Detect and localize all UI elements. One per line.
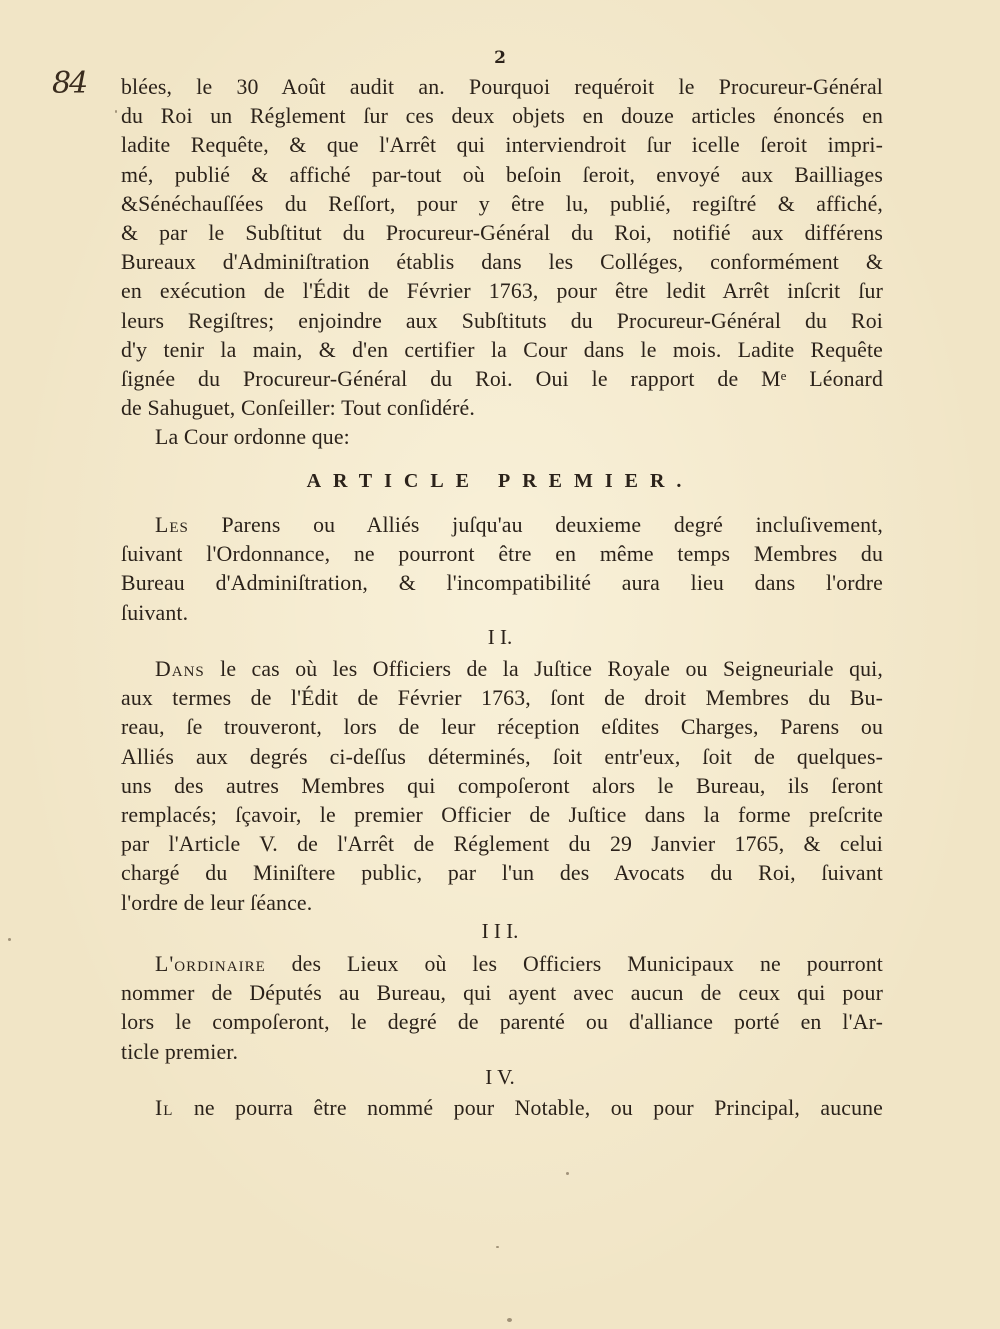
- intro-paragraph: [121, 73, 883, 453]
- article-3-heading: I I I.: [481, 919, 519, 943]
- text-line: de Sahuguet, Conſeiller: Tout conſidéré.: [121, 396, 475, 421]
- lead-word: L'ordinaire: [155, 952, 266, 976]
- page-number: 2: [494, 48, 506, 68]
- text-line: &Sénéchauſſées du Reſſort, pour y être lu, publié, regiſtré & affiché,: [121, 191, 883, 216]
- text-line: ticle premier.: [121, 1039, 239, 1064]
- handwritten-folio-mark: 84: [52, 66, 87, 101]
- article-4-heading: I V.: [485, 1065, 515, 1089]
- text-line: & par le Subſtitut du Procureur-Général du Roi, notifié aux différens: [121, 221, 883, 246]
- text-line: par l'Article V. de l'Arrêt de Réglement du 29 Janvier 1765, & celui: [121, 832, 883, 857]
- lead-word: Les: [155, 513, 189, 537]
- text-line: reau, ſe trouveront, lors de leur réception eſdites Charges, Parens ou: [121, 715, 883, 740]
- text-line: nommer de Députés au Bureau, qui ayent avec aucun de ceux qui pour: [121, 981, 883, 1006]
- article-premier-heading: ARTICLE PREMIER.: [306, 470, 694, 492]
- text-line: ſuivant.: [121, 600, 189, 625]
- text-line: Alliés aux degrés ci-deſſus déterminés, ſoit entr'eux, ſoit de quelques-: [121, 744, 883, 769]
- text-line: ladite Requête, & que l'Arrêt qui interviendroit ſur icelle ſeroit impri-: [121, 133, 883, 158]
- text-line: ſignée du Procureur-Général du Roi. Oui le rapport de Mᵉ Léonard: [121, 367, 883, 392]
- text-line: leurs Regiſtres; enjoindre aux Subſtituts du Procureur-Général du Roi: [121, 308, 883, 333]
- article-2-heading: I I.: [487, 625, 513, 649]
- text-line: lors le compoſeront, le degré de parenté ou d'alliance porté en l'Ar-: [121, 1010, 883, 1035]
- text-line: chargé du Miniſtere public, par l'un des Avocats du Roi, ſuivant: [121, 861, 883, 886]
- paper-speck: [507, 1318, 512, 1322]
- text-line: en exécution de l'Édit de Février 1763, pour être ledit Arrêt inſcrit ſur: [121, 279, 883, 304]
- article-2-text: [121, 655, 883, 918]
- text-line: uns des autres Membres qui compoſeront alors le Bureau, ils ſeront: [121, 773, 883, 798]
- paper-speck: [496, 1246, 499, 1248]
- text-line: Les Parens ou Alliés juſqu'au deuxieme degré incluſivement,: [155, 513, 883, 537]
- text-line: d'y tenir la main, & d'en certifier la Cour dans le mois. Ladite Requête: [121, 337, 883, 362]
- text-line: Dans le cas où les Officiers de la Juſtice Royale ou Seigneuriale qui,: [155, 657, 883, 681]
- lead-word: Il: [155, 1096, 174, 1120]
- text-line: ſuivant l'Ordonnance, ne pourront être en même temps Membres du: [121, 542, 883, 567]
- paper-speck: [115, 110, 117, 113]
- text-line: L'ordinaire des Lieux où les Officiers Municipaux ne pourront: [155, 952, 883, 976]
- paper-speck: [566, 1172, 569, 1175]
- text-line: du Roi un Réglement ſur ces deux objets en douze articles énoncés en: [121, 104, 883, 129]
- text-line: aux termes de l'Édit de Février 1763, ſont de droit Membres du Bu-: [121, 686, 883, 711]
- lead-word: Dans: [155, 657, 205, 681]
- text-line: blées, le 30 Août audit an. Pourquoi requéroit le Procureur-Général: [121, 75, 883, 99]
- text-line: l'ordre de leur ſéance.: [121, 890, 313, 915]
- article-4-text: [121, 1094, 883, 1123]
- text-line: mé, publié & affiché par-tout où beſoin ſeroit, envoyé aux Bailliages: [121, 162, 883, 187]
- text-line: remplacés; ſçavoir, le premier Officier de Juſtice dans la forme preſcrite: [121, 803, 883, 828]
- text-line: Il ne pourra être nommé pour Notable, ou pour Principal, aucune: [155, 1096, 883, 1120]
- cour-ordonne-line: La Cour ordonne que:: [155, 425, 350, 450]
- text-line: Bureau d'Adminiſtration, & l'incompatibilité aura lieu dans l'ordre: [121, 571, 883, 596]
- text-line: Bureaux d'Adminiſtration établis dans les Colléges, conformément &: [121, 250, 883, 275]
- paper-speck: [8, 938, 11, 941]
- article-3-text: [121, 950, 883, 1067]
- article-premier-text: [121, 511, 883, 628]
